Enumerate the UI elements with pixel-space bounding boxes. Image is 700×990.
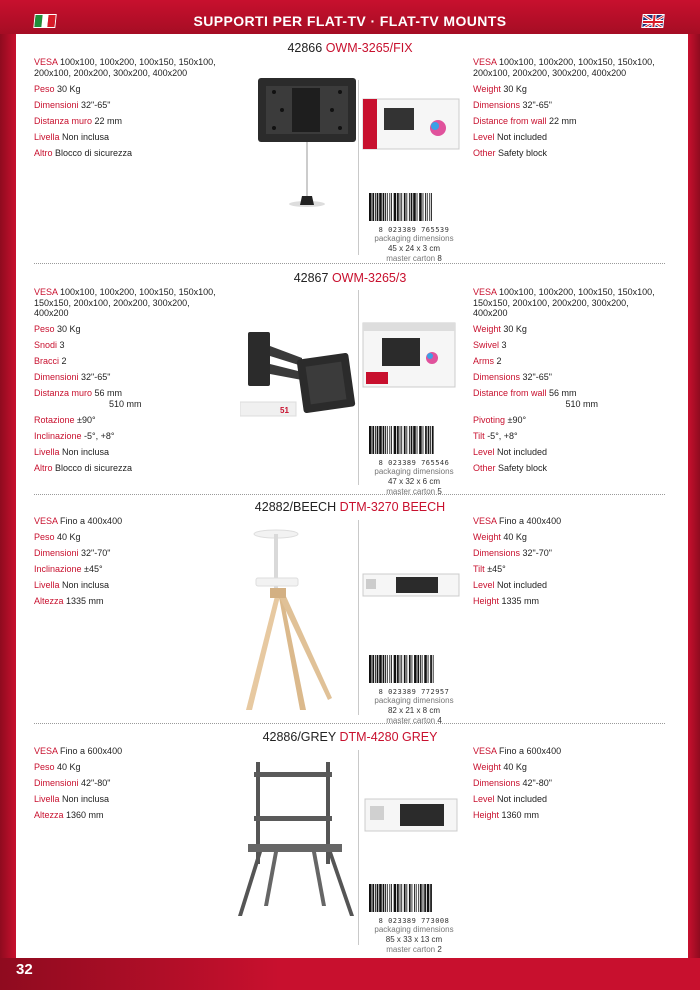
spec-row <box>34 810 234 821</box>
spec-value: 100x100, 100x200, 100x150, 150x100, 150x150, 200x100, 200x200, 300x200, 400x200 <box>473 287 655 318</box>
product-code: 42866 <box>287 41 323 55</box>
spec-value: 100x100, 100x200, 100x150, 150x100, 200x100, 200x200, 300x200, 400x200 <box>473 57 655 78</box>
spec-value: Not included <box>497 131 548 142</box>
spec-label: VESA <box>473 57 497 67</box>
spec-row <box>34 148 234 159</box>
master-carton-label: master carton <box>386 945 436 954</box>
spec-row <box>34 762 234 773</box>
spec-value: Not included <box>497 446 548 457</box>
product-code: 42867 <box>293 271 329 285</box>
spec-row <box>34 372 249 383</box>
spec-value: Fino a 400x400 <box>499 516 562 526</box>
spec-value: 32"-65" <box>522 99 552 110</box>
spec-row <box>473 447 673 458</box>
spec-value: 22 mm <box>94 115 123 126</box>
spec-value: ±45° <box>487 564 506 574</box>
spec-row <box>34 57 234 78</box>
spec-row <box>473 356 673 367</box>
spec-value: ±90° <box>77 414 96 425</box>
product-title <box>0 500 700 514</box>
spec-row <box>34 84 234 95</box>
spec-label: Distance from wall <box>473 115 547 126</box>
spec-row <box>34 415 249 426</box>
page-number: 32 <box>16 961 33 978</box>
spec-value: 30 Kg <box>503 324 527 334</box>
spec-value: 1360 mm <box>66 810 104 820</box>
spec-row <box>34 388 249 409</box>
spec-row <box>473 778 673 789</box>
spec-label: Level <box>473 794 495 804</box>
spec-label: VESA <box>34 57 58 67</box>
spec-label: Swivel <box>473 340 500 350</box>
spec-row <box>473 287 673 319</box>
barcode-block <box>366 655 462 726</box>
spec-row <box>34 100 234 111</box>
spec-row <box>473 372 673 383</box>
spec-value: 56 mm 510 mm <box>549 388 599 409</box>
spec-row <box>473 516 673 527</box>
spec-label: Snodi <box>34 340 58 350</box>
spec-row <box>473 762 673 773</box>
spec-value: 40 Kg <box>57 532 81 542</box>
spec-label: Tilt <box>473 564 485 574</box>
spec-label: Inclinazione <box>34 564 82 574</box>
barcode-icon <box>368 655 460 683</box>
spec-value: 32"-70" <box>522 548 552 558</box>
spec-label: Weight <box>473 762 501 772</box>
spec-value: 56 mm 510 mm <box>94 388 142 409</box>
spec-value: 1360 mm <box>501 810 540 820</box>
spec-label: Livella <box>34 794 60 804</box>
spec-label: Livella <box>34 446 60 457</box>
spec-row <box>473 132 673 143</box>
left-rail <box>0 0 16 990</box>
packaging-dimensions: 85 x 33 x 13 cm <box>385 935 443 944</box>
spec-label: Dimensioni <box>34 778 79 788</box>
product-title <box>0 730 700 744</box>
product-model: OWM-3265/3 <box>331 271 407 285</box>
spec-value: Not included <box>497 580 548 590</box>
spec-value: 3 <box>59 340 65 350</box>
spec-row <box>473 532 673 543</box>
specs-en <box>473 516 673 612</box>
spec-row <box>34 287 249 319</box>
barcode-block <box>366 884 462 955</box>
spec-value: 2 <box>61 356 67 366</box>
product-model: OWM-3265/FIX <box>325 41 413 55</box>
spec-label: Distanza muro <box>34 115 93 126</box>
spec-value: Non inclusa <box>62 131 110 142</box>
footer-band <box>0 958 700 990</box>
spec-label: Dimensions <box>473 99 521 110</box>
packaging-label: packaging dimensions <box>374 234 454 243</box>
spec-row <box>473 431 673 442</box>
spec-label: VESA <box>34 516 58 526</box>
barcode-number: 8 023389 765546 <box>378 459 450 467</box>
barcode-number: 8 023389 765539 <box>378 226 450 234</box>
spec-value: Fino a 600x400 <box>60 746 123 756</box>
spec-label: Height <box>473 596 500 606</box>
spec-value: 32"-65" <box>522 372 552 382</box>
column-divider <box>358 750 359 945</box>
spec-value: -5°, +8° <box>487 430 518 441</box>
spec-value: Fino a 600x400 <box>499 746 562 756</box>
spec-row <box>473 463 673 474</box>
packaging-info <box>366 696 462 726</box>
packaging-box-image <box>364 798 458 832</box>
spec-label: Weight <box>473 83 501 94</box>
spec-value: Blocco di sicurezza <box>55 147 133 158</box>
spec-label: Altro <box>34 147 53 158</box>
spec-label: Other <box>473 147 496 158</box>
spec-value: 40 Kg <box>57 762 81 772</box>
spec-value: 1335 mm <box>501 596 540 606</box>
spec-label: Level <box>473 580 495 590</box>
spec-value: 2 <box>496 356 502 366</box>
spec-label: Dimensioni <box>34 99 79 110</box>
spec-value: 32"-70" <box>81 548 111 558</box>
packaging-label: packaging dimensions <box>374 696 454 705</box>
product-code: 42886/GREY <box>262 730 336 744</box>
spec-value: Non inclusa <box>62 446 110 457</box>
packaging-label: packaging dimensions <box>374 925 454 934</box>
spec-row <box>34 431 249 442</box>
spec-row <box>34 532 234 543</box>
master-carton-value: 2 <box>437 945 442 954</box>
spec-row <box>473 596 673 607</box>
spec-value: 42"-80" <box>522 778 552 788</box>
specs-en <box>473 57 673 164</box>
spec-label: Dimensioni <box>34 372 79 382</box>
spec-label: Weight <box>473 324 501 334</box>
column-divider <box>358 290 359 485</box>
spec-row <box>473 388 673 409</box>
spec-label: Pivoting <box>473 414 506 425</box>
spec-row <box>473 84 673 95</box>
spec-label: Level <box>473 446 495 457</box>
master-carton-label: master carton <box>386 487 436 496</box>
spec-row <box>34 340 249 351</box>
packaging-dimensions: 45 x 24 x 3 cm <box>387 244 441 253</box>
spec-label: Inclinazione <box>34 430 82 441</box>
spec-label: Peso <box>34 83 55 94</box>
spec-label: Dimensioni <box>34 548 79 558</box>
spec-value: 22 mm <box>549 115 577 126</box>
spec-label: Distance from wall <box>473 388 547 398</box>
packaging-label: packaging dimensions <box>374 467 454 476</box>
product-code: 42882/BEECH <box>254 500 337 514</box>
spec-label: Dimensions <box>473 548 521 558</box>
spec-value: Not included <box>497 794 548 804</box>
column-divider <box>358 80 359 255</box>
spec-row <box>34 116 234 127</box>
spec-label: Peso <box>34 324 55 334</box>
spec-label: Altezza <box>34 596 64 606</box>
spec-row <box>473 100 673 111</box>
spec-row <box>473 580 673 591</box>
barcode-icon <box>368 884 460 912</box>
spec-row <box>34 548 234 559</box>
barcode-number: 8 023389 772957 <box>378 688 450 696</box>
packaging-info <box>366 234 462 264</box>
wooden-easel-stand-image <box>240 520 334 714</box>
spec-row <box>34 463 249 474</box>
italy-flag-icon <box>33 14 56 28</box>
spec-row <box>473 810 673 821</box>
spec-label: Dimensions <box>473 778 521 788</box>
section-separator <box>34 263 665 264</box>
product-title <box>0 271 700 285</box>
barcode-icon <box>368 426 460 454</box>
spec-row <box>34 516 234 527</box>
spec-row <box>34 447 249 458</box>
spec-label: Peso <box>34 762 55 772</box>
spec-row <box>473 564 673 575</box>
section-separator <box>34 494 665 495</box>
spec-row <box>473 415 673 426</box>
spec-row <box>34 746 234 757</box>
master-carton-label: master carton <box>386 716 436 725</box>
spec-value: 100x100, 100x200, 100x150, 150x100, 200x100, 200x200, 300x200, 400x200 <box>34 57 216 78</box>
packaging-dimensions: 82 x 21 x 8 cm <box>387 706 441 715</box>
spec-label: Level <box>473 131 495 142</box>
product-model: DTM-3270 BEECH <box>339 500 446 514</box>
spec-label: Tilt <box>473 430 485 441</box>
specs-en <box>473 287 673 479</box>
spec-value: 32"-65" <box>81 99 111 110</box>
spec-row <box>473 148 673 159</box>
master-carton-value: 4 <box>437 716 442 725</box>
spec-row <box>473 324 673 335</box>
packaging-dimensions: 47 x 32 x 6 cm <box>387 477 441 486</box>
spec-label: Altezza <box>34 810 64 820</box>
spec-row <box>34 580 234 591</box>
spec-value: -5°, +8° <box>84 430 115 441</box>
spec-label: Peso <box>34 532 55 542</box>
spec-row <box>34 596 234 607</box>
spec-value: Safety block <box>498 462 548 473</box>
right-rail <box>688 0 700 990</box>
spec-row <box>34 324 249 335</box>
page-title: SUPPORTI PER FLAT-TV · FLAT-TV MOUNTS <box>193 13 507 29</box>
spec-row <box>34 564 234 575</box>
specs-it <box>34 516 234 612</box>
column-divider <box>358 520 359 715</box>
spec-value: 40 Kg <box>503 762 527 772</box>
spec-label: VESA <box>34 287 58 297</box>
spec-label: Height <box>473 810 500 820</box>
barcode-icon <box>368 193 460 221</box>
spec-value: 40 Kg <box>503 532 527 542</box>
packaging-box-image <box>362 98 460 150</box>
specs-en <box>473 746 673 826</box>
spec-label: VESA <box>473 516 497 526</box>
spec-label: Dimensions <box>473 372 521 382</box>
spec-value: Non inclusa <box>62 580 110 590</box>
master-carton-label: master carton <box>386 254 436 263</box>
spec-label: VESA <box>473 746 497 756</box>
spec-label: Bracci <box>34 356 60 366</box>
master-carton-value: 5 <box>437 487 442 496</box>
spec-value: 32"-65" <box>81 372 111 382</box>
packaging-info <box>366 925 462 955</box>
spec-row <box>473 548 673 559</box>
spec-value: 1335 mm <box>66 596 104 606</box>
fixed-wall-mount-image <box>252 72 362 212</box>
barcode-number: 8 023389 773008 <box>378 917 450 925</box>
barcode-block <box>366 426 462 497</box>
spec-value: ±90° <box>507 414 527 425</box>
spec-value: 100x100, 100x200, 100x150, 150x100, 150x150, 200x100, 200x200, 300x200, 400x200 <box>34 287 216 318</box>
spec-value: 30 Kg <box>57 324 81 334</box>
spec-value: 3 <box>501 340 507 350</box>
spec-row <box>34 356 249 367</box>
spec-label: Distanza muro <box>34 388 93 398</box>
spec-row <box>34 778 234 789</box>
specs-it <box>34 746 234 826</box>
grey-studio-stand-image <box>234 758 358 918</box>
spec-row <box>473 116 673 127</box>
spec-value: ±45° <box>84 564 103 574</box>
spec-value: 30 Kg <box>503 83 527 94</box>
spec-label: Livella <box>34 580 60 590</box>
articulating-wall-mount-image <box>240 328 358 424</box>
spec-row <box>34 794 234 805</box>
spec-label: Other <box>473 462 496 473</box>
product-title <box>0 41 700 55</box>
packaging-box-image <box>362 573 460 597</box>
product-model: DTM-4280 GREY <box>339 730 438 744</box>
spec-row <box>473 57 673 78</box>
spec-row <box>473 340 673 351</box>
spec-value: Safety block <box>498 147 548 158</box>
packaging-info <box>366 467 462 497</box>
spec-label: Rotazione <box>34 414 75 425</box>
spec-label: Weight <box>473 532 501 542</box>
section-separator <box>34 723 665 724</box>
uk-flag-icon <box>641 14 664 28</box>
master-carton-value: 8 <box>437 254 442 263</box>
spec-value: 42"-80" <box>81 778 111 788</box>
svg-text:51: 51 <box>280 406 289 415</box>
spec-label: Arms <box>473 356 494 366</box>
spec-value: Fino a 400x400 <box>60 516 123 526</box>
barcode-block <box>366 193 462 264</box>
spec-value: Non inclusa <box>62 794 110 804</box>
spec-label: Livella <box>34 131 60 142</box>
spec-label: VESA <box>473 287 497 297</box>
specs-it <box>34 287 249 479</box>
spec-label: VESA <box>34 746 58 756</box>
spec-value: Blocco di sicurezza <box>55 462 133 473</box>
spec-label: Altro <box>34 462 53 473</box>
packaging-box-image <box>362 322 456 388</box>
specs-it <box>34 57 234 164</box>
spec-row <box>34 132 234 143</box>
spec-row <box>473 746 673 757</box>
spec-value: 30 Kg <box>57 83 81 94</box>
spec-row <box>473 794 673 805</box>
